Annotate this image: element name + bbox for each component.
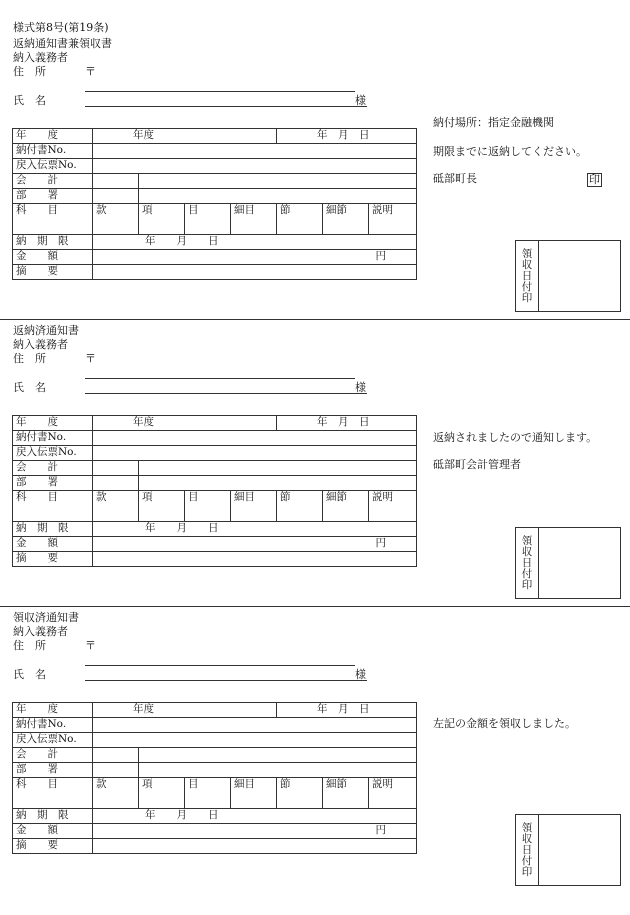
return-completed-message: 返納されましたので通知します。	[433, 431, 598, 444]
section-title: 領収済通知書	[13, 611, 79, 624]
name-line[interactable]	[85, 393, 367, 394]
fiscal-year-field[interactable]: 年度	[93, 129, 277, 144]
name-label: 氏 名	[13, 381, 46, 394]
subject-kan[interactable]: 款	[93, 778, 139, 809]
department-label: 部 署	[13, 763, 93, 778]
deadline-label: 納 期 限	[13, 809, 93, 824]
subject-saisetsu[interactable]: 細節	[323, 491, 369, 522]
department-field[interactable]	[139, 476, 417, 491]
receipt-stamp-label: 領 収 日 付 印	[516, 241, 539, 311]
subject-saisetsu[interactable]: 細節	[323, 204, 369, 235]
section-title: 返納通知書兼領収書	[13, 37, 112, 50]
receipt-date-stamp-box[interactable]	[515, 527, 621, 599]
subject-label: 科 目	[13, 778, 93, 809]
return-slip-label: 戻入伝票No.	[13, 446, 93, 461]
date-field[interactable]: 年 月 日	[277, 416, 417, 431]
amount-field[interactable]: 円	[93, 250, 417, 265]
details-table	[12, 128, 417, 280]
name-line[interactable]	[85, 680, 367, 681]
summary-field[interactable]	[93, 839, 417, 854]
postal-mark: 〒	[85, 65, 96, 78]
subject-kou[interactable]: 項	[139, 204, 185, 235]
receipt-date-stamp-box[interactable]	[515, 240, 621, 312]
department-label: 部 署	[13, 476, 93, 491]
summary-label: 摘 要	[13, 839, 93, 854]
postal-mark: 〒	[85, 352, 96, 365]
accounting-manager: 砥部町会計管理者	[433, 458, 521, 471]
summary-field[interactable]	[93, 265, 417, 280]
subject-moku[interactable]: 目	[185, 204, 231, 235]
subject-label: 科 目	[13, 491, 93, 522]
fiscal-year-field[interactable]: 年度	[93, 416, 277, 431]
amount-field[interactable]: 円	[93, 537, 417, 552]
payment-place: 納付場所：指定金融機関	[433, 116, 554, 129]
deadline-label: 納 期 限	[13, 235, 93, 250]
accounting-field[interactable]	[139, 461, 417, 476]
subject-setsu[interactable]: 節	[277, 778, 323, 809]
return-slip-field[interactable]	[93, 733, 417, 748]
postal-mark: 〒	[85, 639, 96, 652]
return-slip-field[interactable]	[93, 446, 417, 461]
subject-description[interactable]: 説明	[369, 204, 417, 235]
department-code-field[interactable]	[93, 189, 139, 204]
subject-kou[interactable]: 項	[139, 491, 185, 522]
subject-saimoku[interactable]: 細目	[231, 204, 277, 235]
date-field[interactable]: 年 月 日	[277, 703, 417, 718]
amount-label: 金 額	[13, 250, 93, 265]
honorific: 様	[355, 94, 366, 107]
accounting-code-field[interactable]	[93, 748, 139, 763]
section-divider	[0, 319, 630, 320]
deadline-field[interactable]: 年 月 日	[93, 235, 417, 250]
deadline-field[interactable]: 年 月 日	[93, 809, 417, 824]
payment-slip-field[interactable]	[93, 431, 417, 446]
honorific: 様	[355, 668, 366, 681]
amount-field[interactable]: 円	[93, 824, 417, 839]
subject-moku[interactable]: 目	[185, 491, 231, 522]
section-divider	[0, 606, 630, 607]
issuer-name: 砥部町長	[433, 172, 477, 185]
subject-description[interactable]: 説明	[369, 491, 417, 522]
details-table	[12, 702, 417, 854]
accounting-label: 会 計	[13, 748, 93, 763]
address-line[interactable]	[85, 91, 355, 92]
deadline-notice: 期限までに返納してください。	[433, 145, 587, 158]
return-slip-label: 戻入伝票No.	[13, 159, 93, 174]
payer-label: 納入義務者	[13, 51, 68, 64]
payment-slip-field[interactable]	[93, 144, 417, 159]
name-label: 氏 名	[13, 94, 46, 107]
address-line[interactable]	[85, 378, 355, 379]
return-slip-field[interactable]	[93, 159, 417, 174]
department-field[interactable]	[139, 763, 417, 778]
payment-slip-label: 納付書No.	[13, 431, 93, 446]
payment-slip-label: 納付書No.	[13, 144, 93, 159]
receipt-stamp-label: 領 収 日 付 印	[516, 815, 539, 885]
summary-label: 摘 要	[13, 552, 93, 567]
department-field[interactable]	[139, 189, 417, 204]
payment-slip-label: 納付書No.	[13, 718, 93, 733]
subject-moku[interactable]: 目	[185, 778, 231, 809]
accounting-label: 会 計	[13, 461, 93, 476]
form-number: 様式第8号(第19条)	[13, 21, 109, 34]
accounting-label: 会 計	[13, 174, 93, 189]
subject-saimoku[interactable]: 細目	[231, 491, 277, 522]
subject-kou[interactable]: 項	[139, 778, 185, 809]
honorific: 様	[355, 381, 366, 394]
details-table	[12, 415, 417, 567]
accounting-field[interactable]	[139, 174, 417, 189]
seal-mark: 印	[589, 173, 600, 186]
payer-label: 納入義務者	[13, 338, 68, 351]
accounting-code-field[interactable]	[93, 174, 139, 189]
address-line[interactable]	[85, 665, 355, 666]
fiscal-year-field[interactable]: 年度	[93, 703, 277, 718]
subject-saisetsu[interactable]: 細節	[323, 778, 369, 809]
date-field[interactable]: 年 月 日	[277, 129, 417, 144]
summary-label: 摘 要	[13, 265, 93, 280]
receipt-stamp-label: 領 収 日 付 印	[516, 528, 539, 598]
accounting-code-field[interactable]	[93, 461, 139, 476]
department-label: 部 署	[13, 189, 93, 204]
address-label: 住 所	[13, 639, 46, 652]
fiscal-year-label: 年 度	[13, 416, 93, 431]
amount-label: 金 額	[13, 824, 93, 839]
subject-kan[interactable]: 款	[93, 491, 139, 522]
fiscal-year-label: 年 度	[13, 703, 93, 718]
accounting-field[interactable]	[139, 748, 417, 763]
receipt-completed-message: 左記の金額を領収しました。	[433, 717, 576, 730]
receipt-date-stamp-box[interactable]	[515, 814, 621, 886]
deadline-field[interactable]: 年 月 日	[93, 522, 417, 537]
subject-setsu[interactable]: 節	[277, 491, 323, 522]
subject-description[interactable]: 説明	[369, 778, 417, 809]
payment-slip-field[interactable]	[93, 718, 417, 733]
return-slip-label: 戻入伝票No.	[13, 733, 93, 748]
deadline-label: 納 期 限	[13, 522, 93, 537]
department-code-field[interactable]	[93, 763, 139, 778]
subject-kan[interactable]: 款	[93, 204, 139, 235]
subject-label: 科 目	[13, 204, 93, 235]
department-code-field[interactable]	[93, 476, 139, 491]
name-label: 氏 名	[13, 668, 46, 681]
summary-field[interactable]	[93, 552, 417, 567]
section-title: 返納済通知書	[13, 324, 79, 337]
amount-label: 金 額	[13, 537, 93, 552]
address-label: 住 所	[13, 352, 46, 365]
payer-label: 納入義務者	[13, 625, 68, 638]
subject-saimoku[interactable]: 細目	[231, 778, 277, 809]
fiscal-year-label: 年 度	[13, 129, 93, 144]
name-line[interactable]	[85, 106, 367, 107]
address-label: 住 所	[13, 65, 46, 78]
subject-setsu[interactable]: 節	[277, 204, 323, 235]
